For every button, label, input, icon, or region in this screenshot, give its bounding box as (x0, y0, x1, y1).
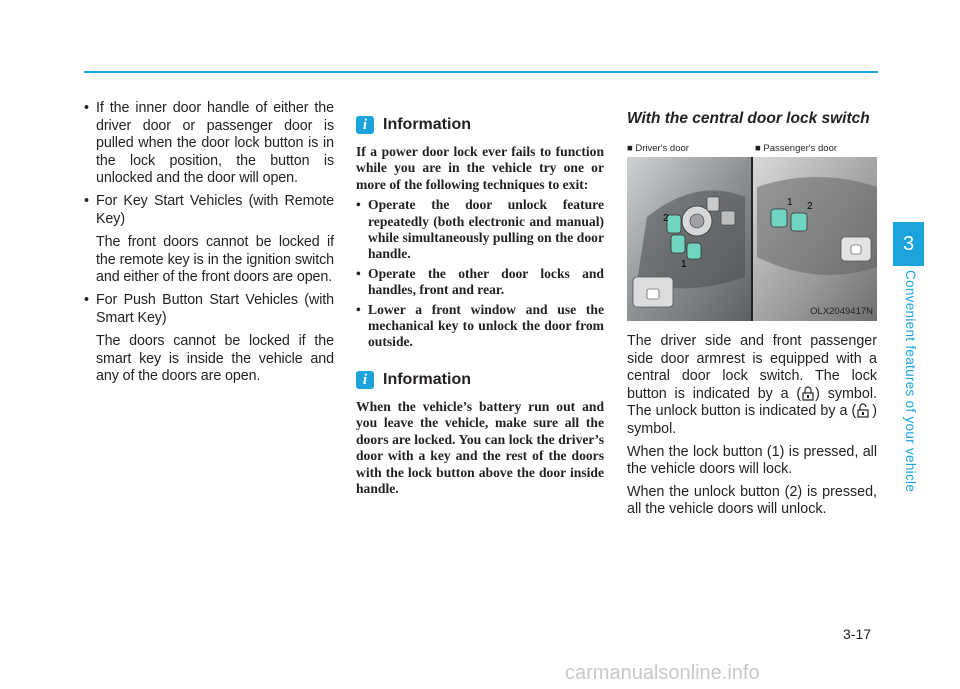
information-body (356, 399, 604, 497)
list-item (84, 292, 334, 386)
bullet-subtext: The front doors cannot be locked if the remote key is in the ignition switch and either of the front doors are open. (96, 234, 334, 286)
bullet-text: For Push Button Start Vehicles (with Smart Key) (96, 291, 334, 326)
information-title: Information (383, 370, 471, 388)
list-item: • Lower a front window and use the mechanical key to unlock the door from outside. (356, 302, 604, 351)
text-span: ) symbol. (627, 403, 877, 437)
section-body (627, 333, 877, 519)
list-item (84, 193, 334, 287)
door-switch-figure (627, 143, 877, 321)
label-1-driver: 1 (681, 259, 687, 270)
page-number: 3-17 (843, 626, 872, 642)
unlock-icon (857, 403, 871, 418)
paragraph-3: When the unlock button (2) is pressed, all the vehicle doors will unlock. (627, 483, 877, 518)
bullet-subtext: The doors cannot be locked if the smart key is inside the vehicle and any of the doors are open. (96, 333, 334, 385)
list-item: • Operate the other door locks and handles, front and rear. (356, 266, 604, 299)
information-title: Information (383, 116, 471, 133)
chapter-tab[interactable]: 3 (893, 222, 924, 266)
information-header (356, 367, 604, 393)
column-3 (627, 110, 877, 524)
watermark: carmanualsonline.info (565, 662, 760, 684)
label-1-passenger: 1 (787, 197, 793, 208)
bullet-text: For Key Start Vehicles (with Remote Key) (96, 192, 334, 227)
chapter-title-vertical (900, 270, 920, 500)
section-title: With the central door lock switch (627, 110, 870, 127)
figure-caption-driver: ■ Driver's door (627, 143, 689, 154)
information-intro: If a power door lock ever fails to function while you are in the vehicle try one or more of the following techniques to exit: (356, 144, 604, 192)
column-1 (84, 100, 334, 391)
bullet-text: If the inner door handle of either the driver door or passenger door is pulled when the door lock button is in the lock position, the button is unlocked and the door will open. (96, 100, 334, 187)
list-item (84, 100, 334, 188)
label-2-driver: 2 (663, 213, 669, 224)
information-block-2 (356, 367, 604, 497)
info-icon: i (356, 371, 374, 389)
header-rule (84, 71, 878, 73)
figure-code: OLX2049417N (810, 306, 873, 317)
information-list (356, 197, 604, 351)
information-header (356, 112, 604, 138)
information-body (356, 144, 604, 351)
door-panel-illustration (627, 157, 877, 321)
label-2-passenger: 2 (807, 201, 813, 212)
paragraph-1 (627, 333, 877, 439)
list-item: • Operate the door unlock feature repeatedly (both electronic and manual) while simultaneously pulling on the door handle. (356, 197, 604, 263)
paragraph-2: When the lock button (1) is pressed, all the vehicle doors will lock. (627, 443, 877, 478)
text-span: The driver side and front passenger side door armrest is equipped with a central door lock switch. The lock button is indicated by a ( (627, 333, 877, 402)
column-2 (356, 112, 604, 501)
figure-caption-passenger: ■ Passenger's door (755, 143, 838, 154)
chapter-title-text: Convenient features of your vehicle (903, 270, 918, 493)
information-text: When the vehicle’s battery run out and you leave the vehicle, make sure all the doors are locked. You can lock the driver’s door with a key and the rest of the doors with the lock button above the door inside handle. (356, 398, 604, 496)
info-icon: i (356, 116, 374, 134)
lock-icon (802, 386, 814, 401)
text-span: ) symbol. The unlock button is indicated by a ( (627, 385, 877, 420)
bullet-list (84, 100, 334, 386)
